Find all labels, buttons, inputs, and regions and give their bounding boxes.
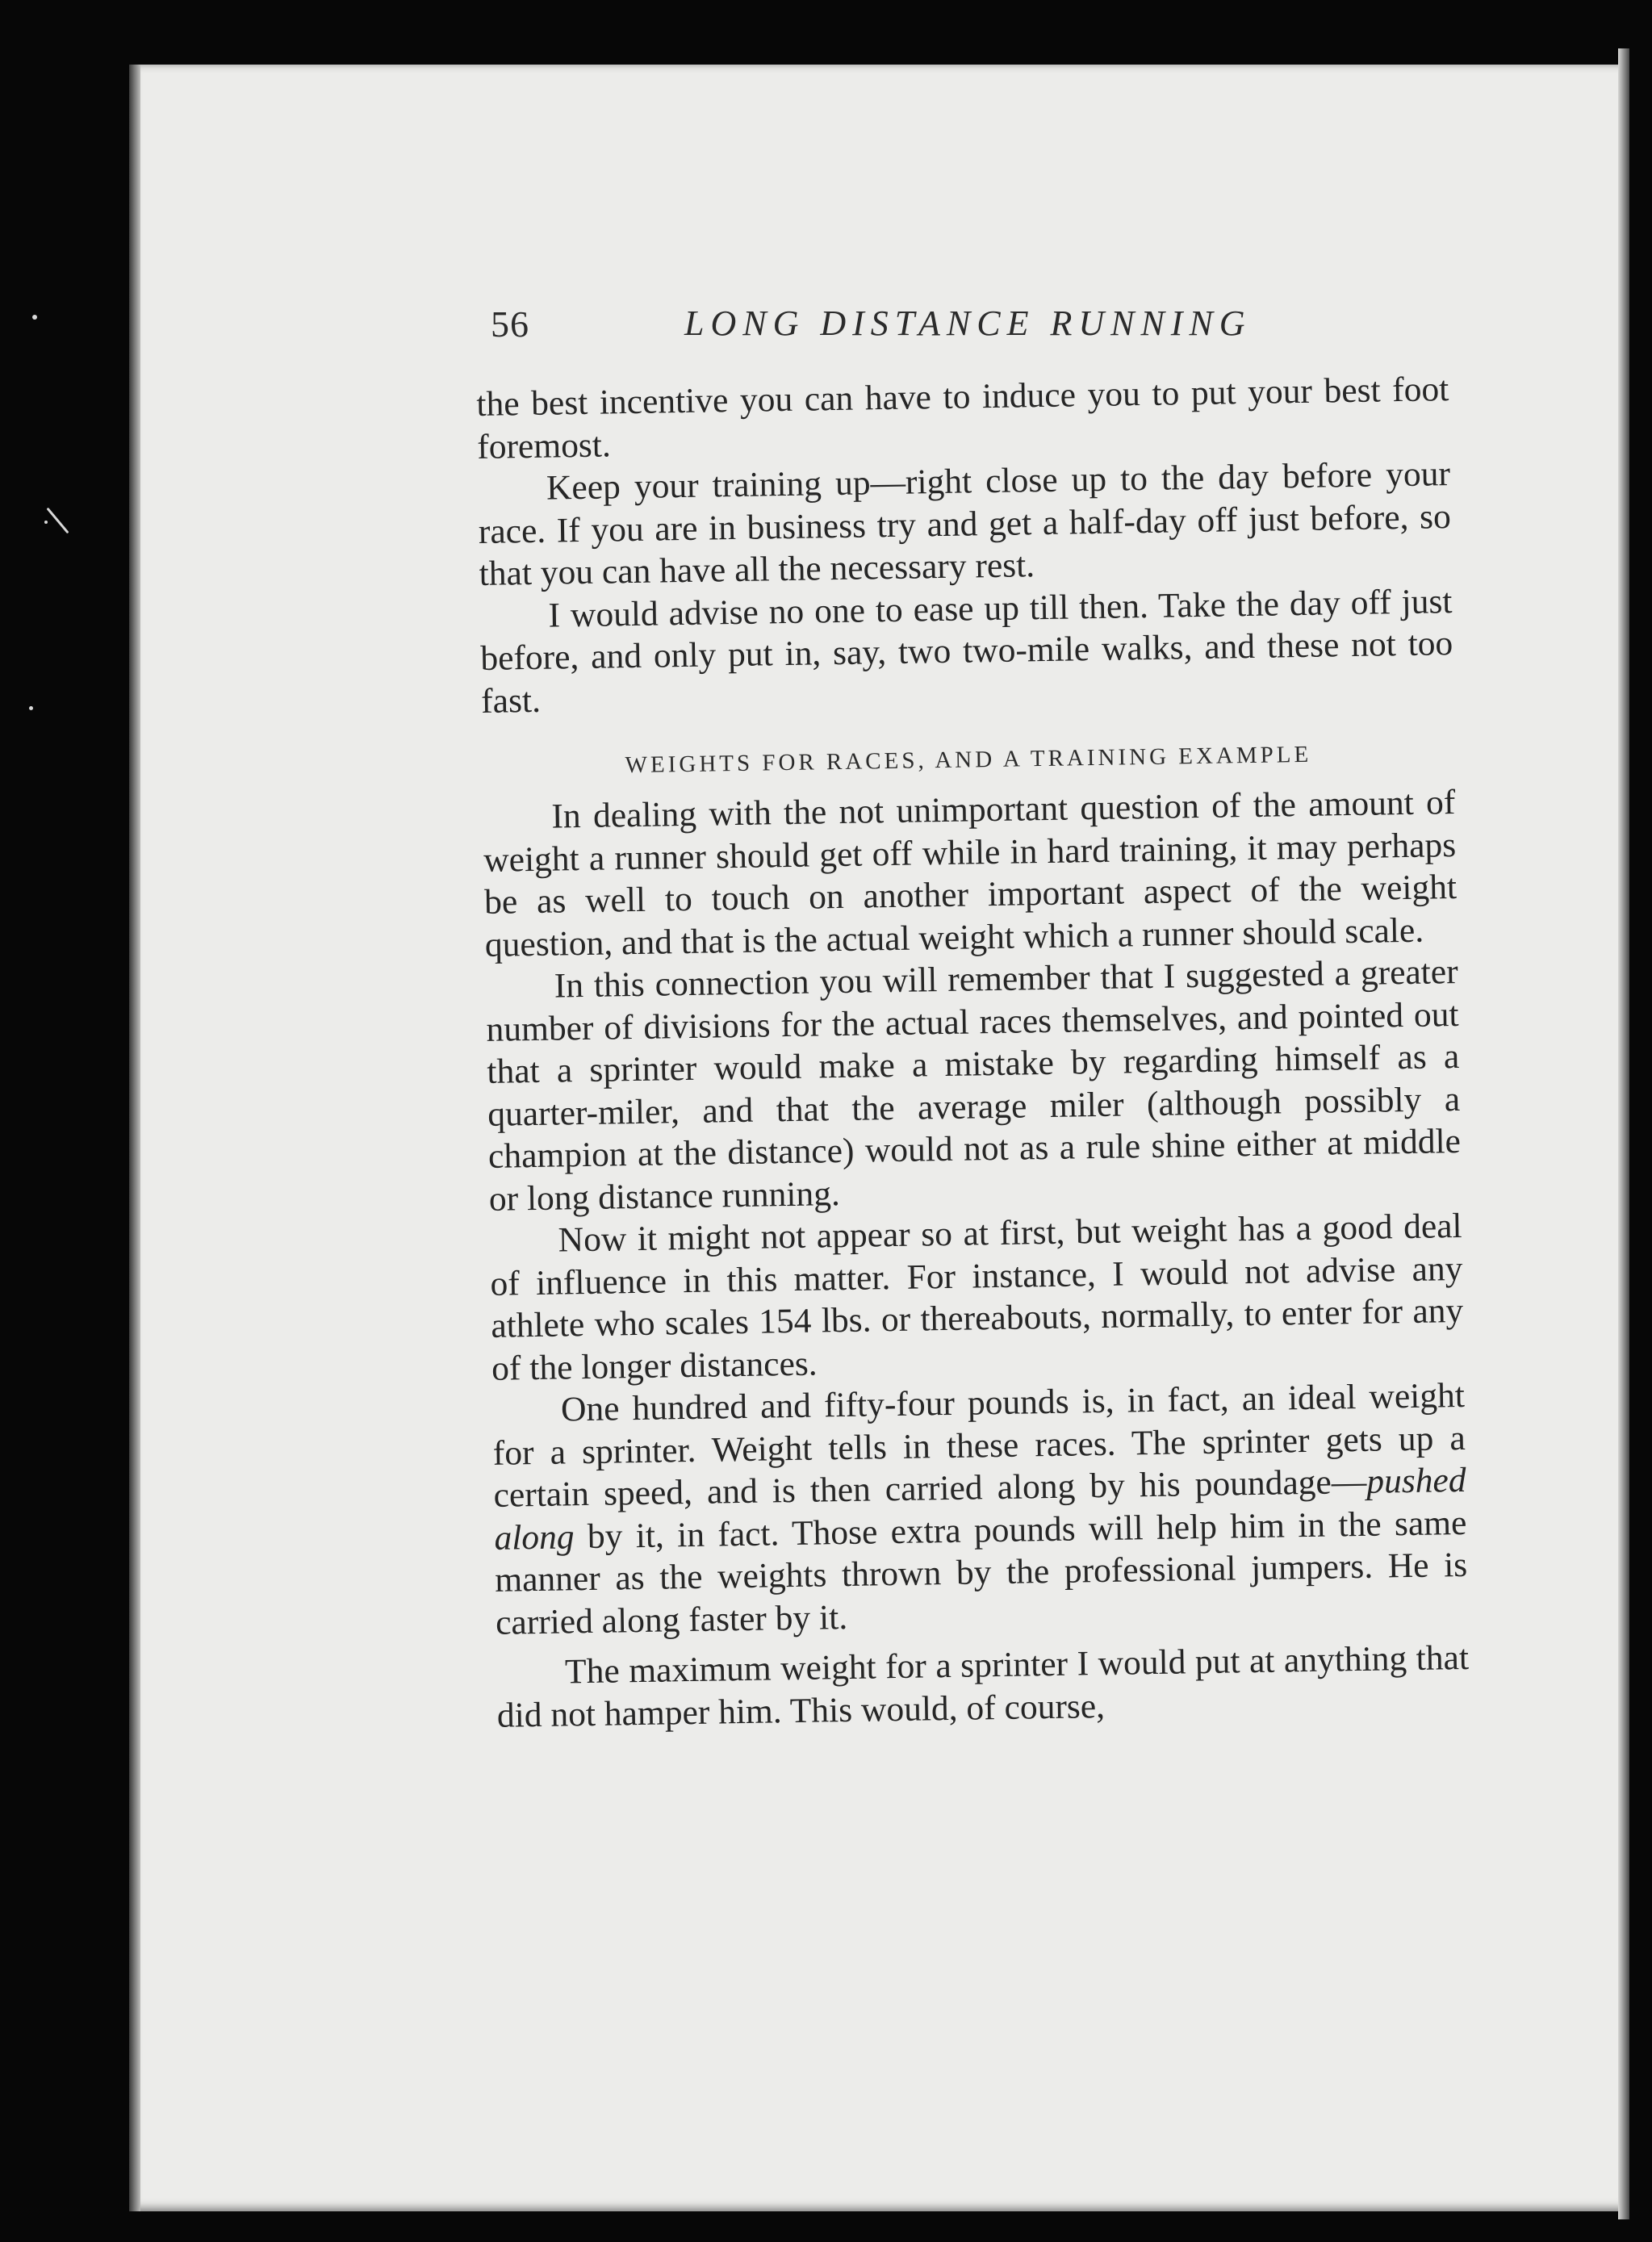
paragraph: In dealing with the not unimportant question of the amount of weight a runner should get off while in hard training, it may perhaps be as well to touch on another important aspect of the weight question, and that is the actual weight which a runner should scale. — [483, 783, 1458, 964]
page-edge — [1618, 48, 1629, 2219]
italic-phrase: pushed along — [494, 1460, 1466, 1558]
page-gutter-shadow — [129, 65, 140, 2211]
scan-speck — [32, 315, 37, 320]
paragraph — [492, 1374, 1469, 1644]
paragraph: I would advise no one to ease up till then. Take the day off just before, and only put in, say, two two-mile walks, and these not too fast. — [479, 581, 1453, 721]
paragraph-continued: the best incentive you can have to induce you to put your best foot foremost. — [476, 370, 1449, 466]
scan-speck — [44, 521, 48, 524]
paragraph-text: by it, in fact. Those extra pounds will help him in the same manner as the weights thrown by the professional jumpers. He is carried along faster by it. — [494, 1503, 1468, 1642]
book-title: LONG DISTANCE RUNNING — [684, 303, 1252, 343]
page-number: 56 — [491, 303, 529, 345]
paragraph-last: The maximum weight for a sprinter I would put at anything that did not hamper him. This would, of course, — [496, 1638, 1470, 1735]
scan-speck — [29, 706, 33, 710]
page-body — [476, 368, 1470, 1737]
paragraph: Keep your training up—right close up to the day before your race. If you are in business try and get a half-day off just before, so that you can have all the necessary rest. — [478, 454, 1452, 593]
paragraph: In this connection you will remember that I suggested a greater number of divisions for the actual races themselves, and pointed out that a sprinter would make a mistake by regarding himself as a quarter-miler, and that the average miler (although possibly a champion at the distance) would not as a rule shine either at middle or long distance running. — [486, 952, 1462, 1219]
running-head — [491, 303, 1298, 359]
paragraph-text: One hundred and fifty-four pounds is, in fact, an ideal weight for a sprinter. Weight tells in these races. The sprinter gets up a certain speed, and is then carried along by his poundage— — [492, 1375, 1466, 1515]
section-heading: WEIGHTS FOR RACES, AND A TRAINING EXAMPLE — [625, 741, 1312, 779]
paragraph: Now it might not appear so at first, but weight has a good deal of influence in this matter. For instance, I would not advise any athlete who scales 154 lbs. or thereabouts, normally, to enter for any of the longer distances. — [490, 1206, 1464, 1388]
